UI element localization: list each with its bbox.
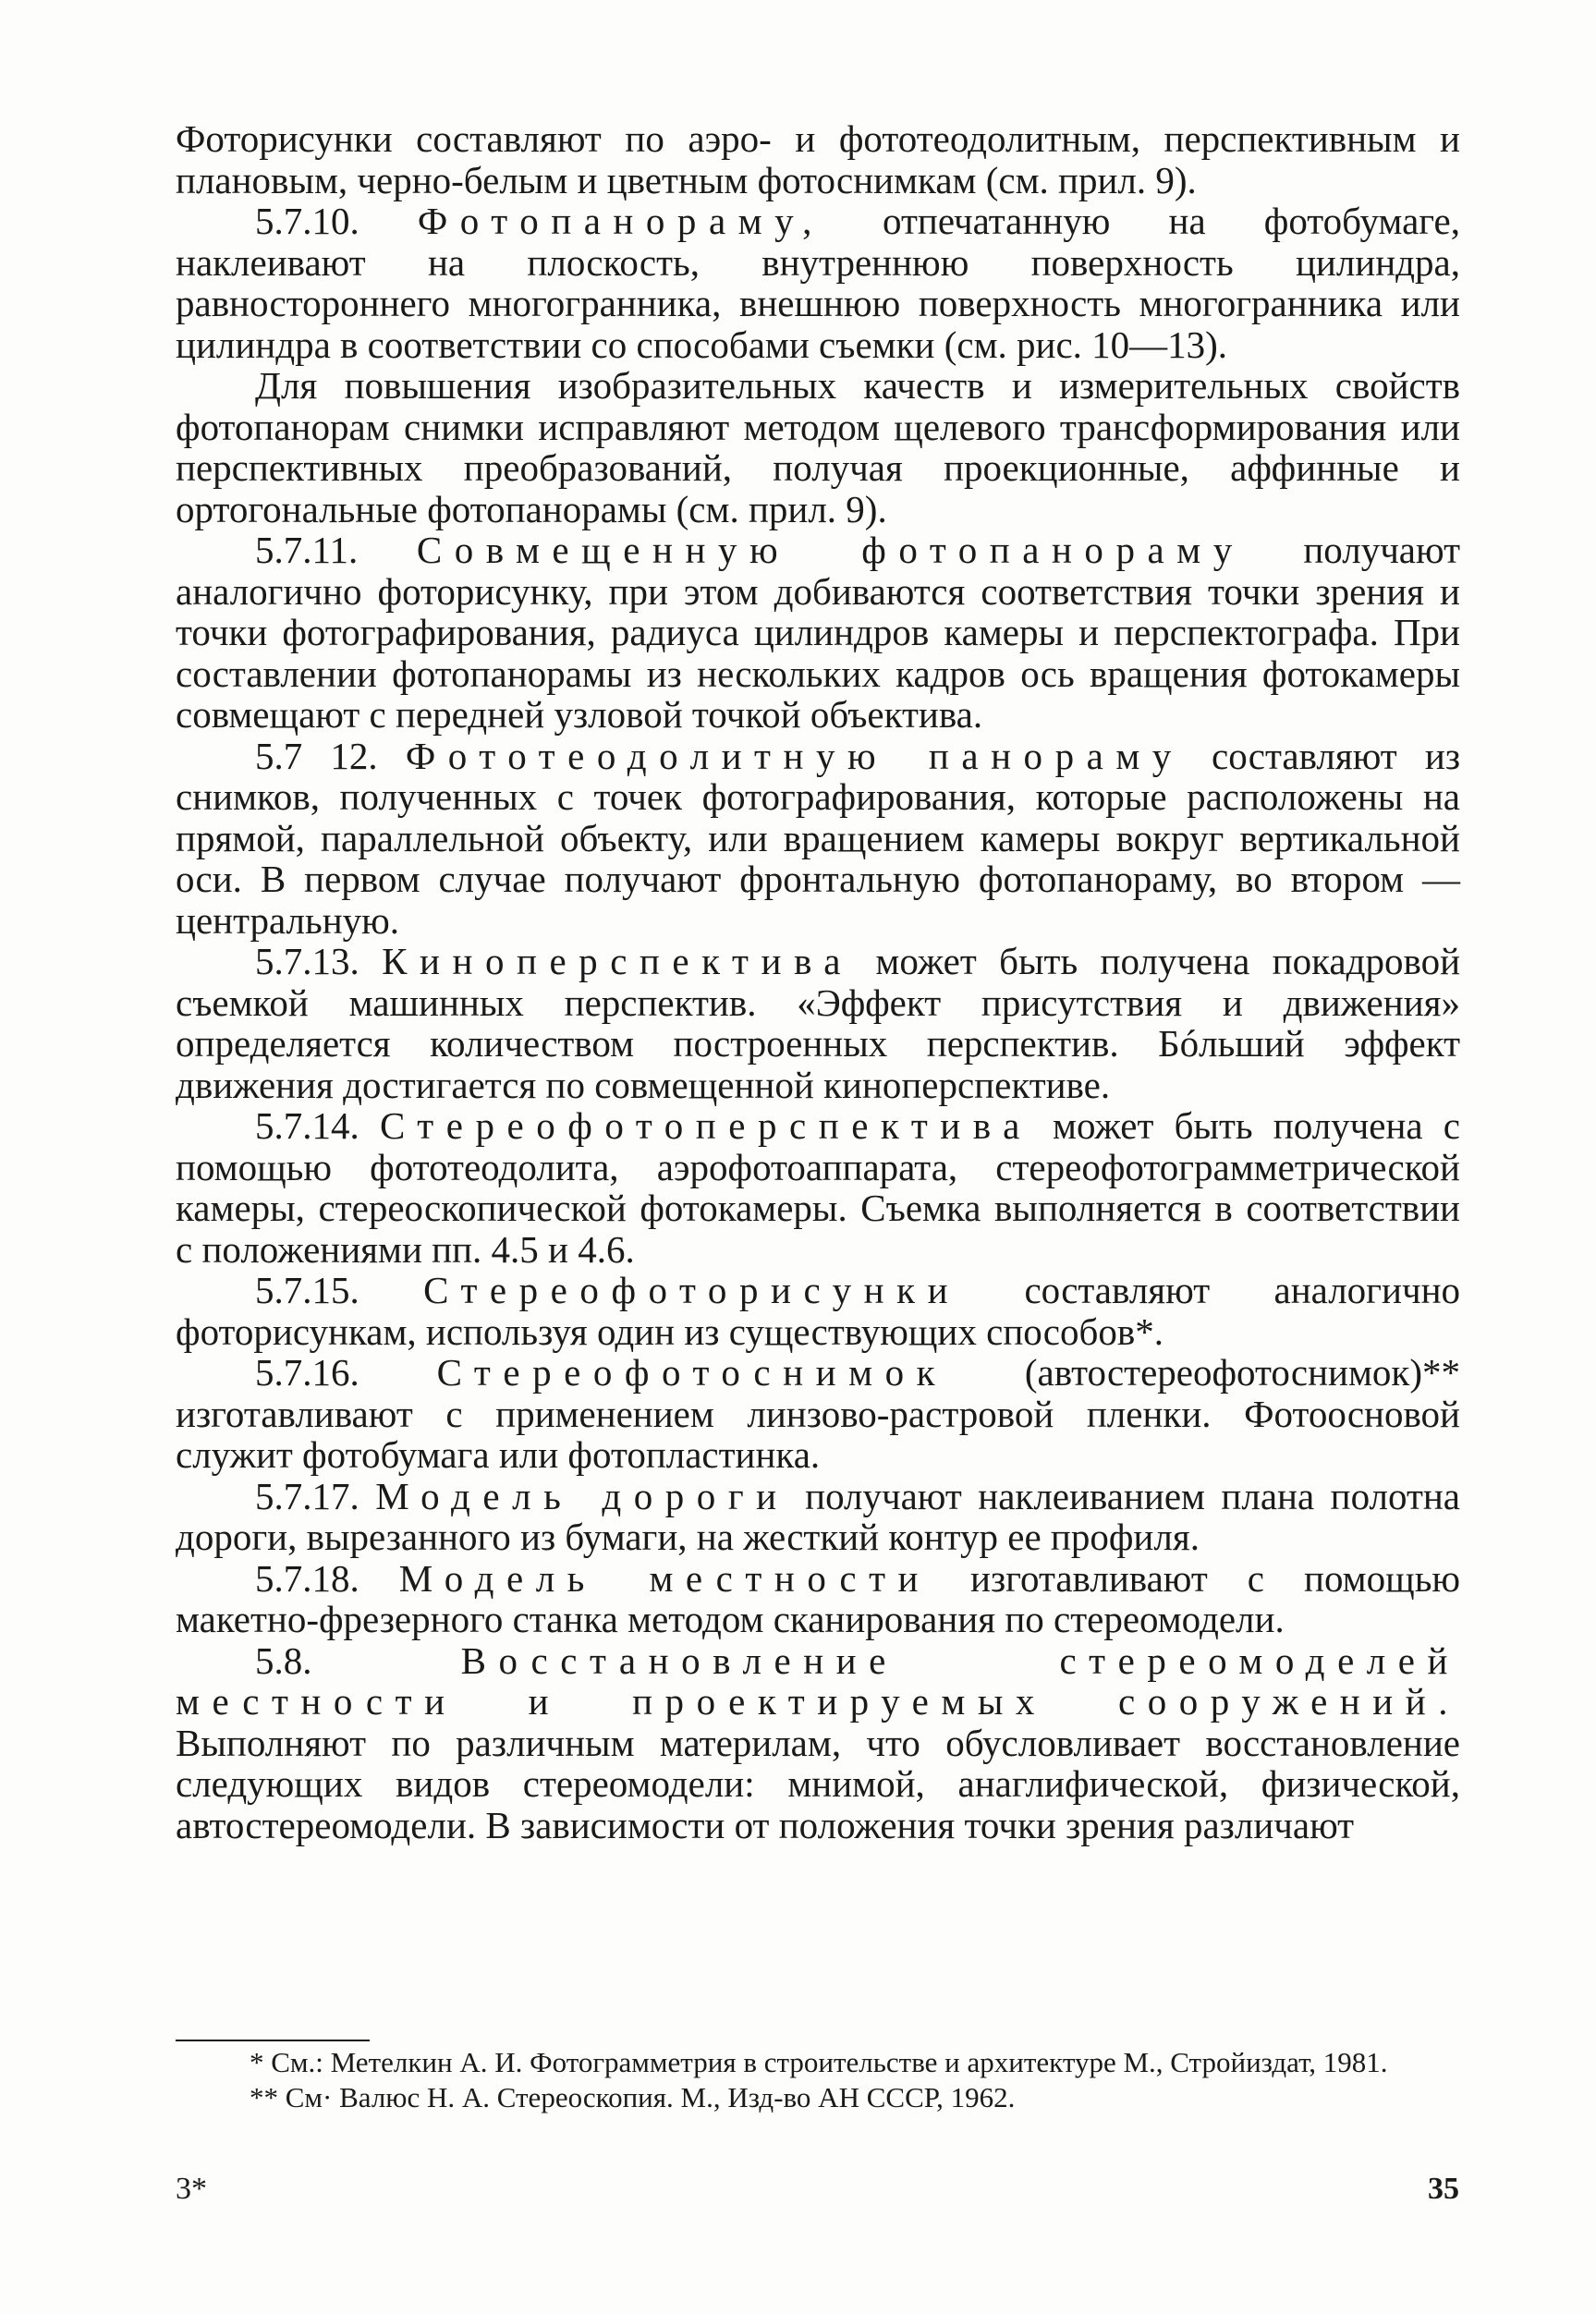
paragraph-5-7-17	[176, 1476, 1460, 1558]
spaced-term: Модель местности	[398, 1556, 932, 1600]
footnote-text: См· Валюс Н. А. Стереоскопия. М., Изд-во АН СССР, 1962.	[285, 2081, 1016, 2113]
body-text	[176, 118, 1460, 1845]
clause-number: 5.7.11.	[255, 529, 359, 571]
paragraph-text: Фоторисунки составляют по аэро- и фототеодолитным, перспективным и плановым, черно-белым и цветным фотоснимкам (см. прил. 9).	[176, 117, 1460, 201]
clause-number: 5.7.17.	[255, 1474, 359, 1517]
paragraph-text: составляют из снимков, полученных с точек фотографирования, которые расположены на прямой, параллельной объекту, или вращением камеры вокруг вертикальной оси. В первом случае получают фронтальную фотопанораму, во втором — центральную.	[176, 734, 1461, 942]
footnote-marker: *	[250, 2046, 264, 2078]
paragraph-5-7-13	[176, 941, 1460, 1105]
clause-number: 5.7.16.	[255, 1351, 359, 1394]
clause-number: 5.7.15.	[255, 1269, 359, 1311]
clause-number: 5.7 12.	[255, 734, 378, 777]
paragraph-5-7-15	[176, 1270, 1460, 1352]
spaced-term: Фототеодолитную панораму	[405, 734, 1184, 777]
footnotes	[176, 2045, 1460, 2115]
paragraph-intro	[176, 118, 1460, 201]
paragraph-5-7-18	[176, 1558, 1460, 1640]
spaced-term: Модель дороги	[375, 1474, 789, 1517]
spaced-term: Стереофоторисунки	[423, 1269, 961, 1311]
clause-number: 5.7.18.	[255, 1556, 359, 1600]
paragraph-text: получают наклеиванием плана полотна дороги, вырезанного из бумаги, на жесткий контур ее профиля.	[176, 1474, 1461, 1558]
paragraph-5-7-16	[176, 1352, 1460, 1476]
paragraph-text: может быть получена с помощью фототеодолита, аэрофотоаппарата, стереофотограмметрической камеры, стереоскопической фотокамеры. Съемка выполняется в соответствии с положениями пп. 4.5 и 4.6.	[176, 1104, 1461, 1271]
footnote-2	[176, 2080, 1460, 2115]
paragraph-text: Для повышения изобразительных качеств и измерительных свойств фотопанорам снимки исправляют методом щелевого трансформирования или перспективных преобразований, получая проекционные, аффинные и ортогональные фотопанорамы (см. прил. 9).	[176, 364, 1460, 530]
paragraph-text: (автостереофотоснимок)** изготавливают с применением линзово-растровой пленки. Фотоосновой служит фотобумага или фотопластинка.	[176, 1351, 1460, 1476]
clause-number: 5.7.10.	[255, 200, 359, 242]
clause-number: 5.7.14.	[255, 1104, 359, 1147]
footnote-text: См.: Метелкин А. И. Фотограмметрия в строительстве и архитектуре М., Стройиздат, 1981.	[271, 2046, 1388, 2078]
paragraph-5-7-10	[176, 201, 1460, 365]
paragraph-text: Выполняют по различным материлам, что обусловливает восстановление следующих видов стереомодели: мнимой, анаглифической, физической, автостереомодели. В зависимости от положения точки зрения различают	[176, 1721, 1460, 1846]
footnote-separator	[176, 2040, 370, 2041]
paragraph-5-7-14	[176, 1105, 1460, 1270]
spaced-term: Совмещенную фотопанораму	[416, 529, 1245, 571]
clause-number: 5.7.13.	[255, 940, 359, 982]
spaced-term: Киноперспектива	[382, 940, 854, 982]
paragraph-5-8	[176, 1640, 1460, 1846]
signature-mark: 3*	[176, 2172, 207, 2206]
paragraph-text: изготавливают с помощью макетно-фрезерного станка методом сканирования по стереомодели.	[176, 1556, 1461, 1640]
paragraph-text: может быть получена покадровой съемкой машинных перспектив. «Эффект присутствия и движения» определяется количеством построенных перспектив. Бóльший эффект движения достигается по совмещенной киноперспективе.	[176, 940, 1461, 1106]
paragraph-5-7-11	[176, 530, 1460, 736]
footnote-1	[176, 2045, 1460, 2080]
paragraph-text: отпечатанную на фотобумаге, наклеивают на плоскость, внутреннюю поверхность цилиндра, равностороннего многогранника, внешнюю поверхность многогранника или цилиндра в соответствии со способами съемки (см. рис. 10—13).	[176, 200, 1461, 366]
spaced-term: Стереофотоснимок	[436, 1351, 948, 1394]
spaced-term: Стереофотоперспектива	[379, 1104, 1032, 1147]
paragraph-5-7-12	[176, 736, 1460, 942]
spaced-term: Восстановление стереомоделей местности и проектируемых сооружений.	[176, 1638, 1460, 1723]
footnote-marker: **	[250, 2081, 278, 2113]
page-number: 35	[1428, 2172, 1459, 2206]
paragraph-photopanorama-quality	[176, 365, 1460, 530]
spaced-term: Фотопанораму,	[417, 200, 824, 242]
paragraph-text: составляют аналогично фоторисункам, используя один из существующих способов*.	[176, 1269, 1461, 1353]
paragraph-text: получают аналогично фоторисунку, при этом добиваются соответствия точки зрения и точки фотографирования, радиуса цилиндров камеры и перспектографа. При составлении фотопанорамы из нескольких кадров ось вращения фотокамеры совмещают с передней узловой точкой объектива.	[176, 529, 1461, 736]
clause-number: 5.8.	[255, 1638, 312, 1682]
